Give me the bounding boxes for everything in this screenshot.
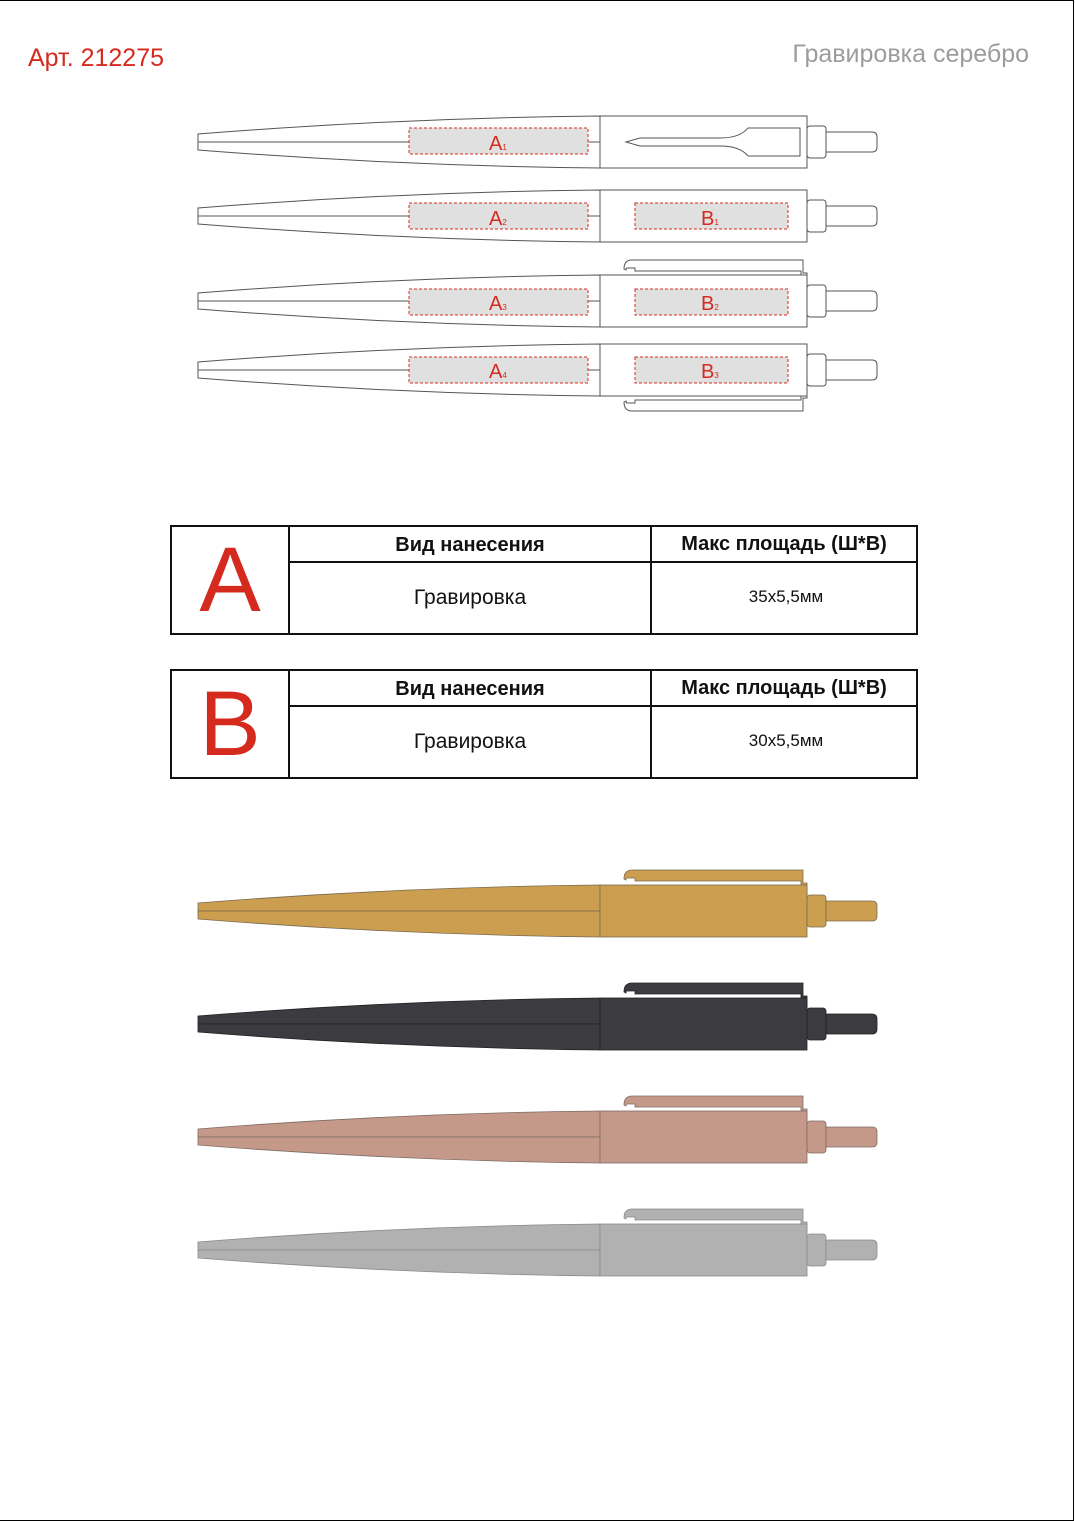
svg-text:B3: B3 — [701, 361, 719, 383]
max-area-header: Макс площадь (Ш*В) — [652, 527, 916, 563]
svg-text:A1: A1 — [489, 133, 507, 155]
svg-text:A4: A4 — [489, 361, 507, 383]
max-area-value: 35x5,5мм — [748, 587, 824, 606]
svg-text:B1: B1 — [701, 208, 719, 230]
method-header: Вид нанесения — [290, 671, 652, 707]
zone-letter: B — [172, 671, 290, 777]
imprint-table-A — [170, 525, 918, 635]
pen-variant-rose-gold — [198, 1096, 877, 1163]
imprint-table-B — [170, 669, 918, 779]
method-value: Гравировка — [290, 563, 652, 633]
method-header: Вид нанесения — [290, 527, 652, 563]
svg-text:A3: A3 — [489, 293, 507, 315]
zone-label-A1-letter: A — [489, 133, 503, 155]
pen-variant-black — [198, 983, 877, 1050]
max-area-value: 30x5,5мм — [748, 731, 824, 750]
pen-variant-silver — [198, 1209, 877, 1276]
svg-text:B2: B2 — [701, 293, 719, 315]
method-value: Гравировка — [290, 707, 652, 777]
zone-letter: A — [172, 527, 290, 633]
pen-variant-gold — [198, 870, 877, 937]
svg-text:A2: A2 — [489, 208, 507, 230]
application-method-title: Гравировка серебро — [792, 40, 1029, 68]
max-area-header: Макс площадь (Ш*В) — [652, 671, 916, 707]
article-number: Арт. 212275 — [28, 44, 165, 72]
